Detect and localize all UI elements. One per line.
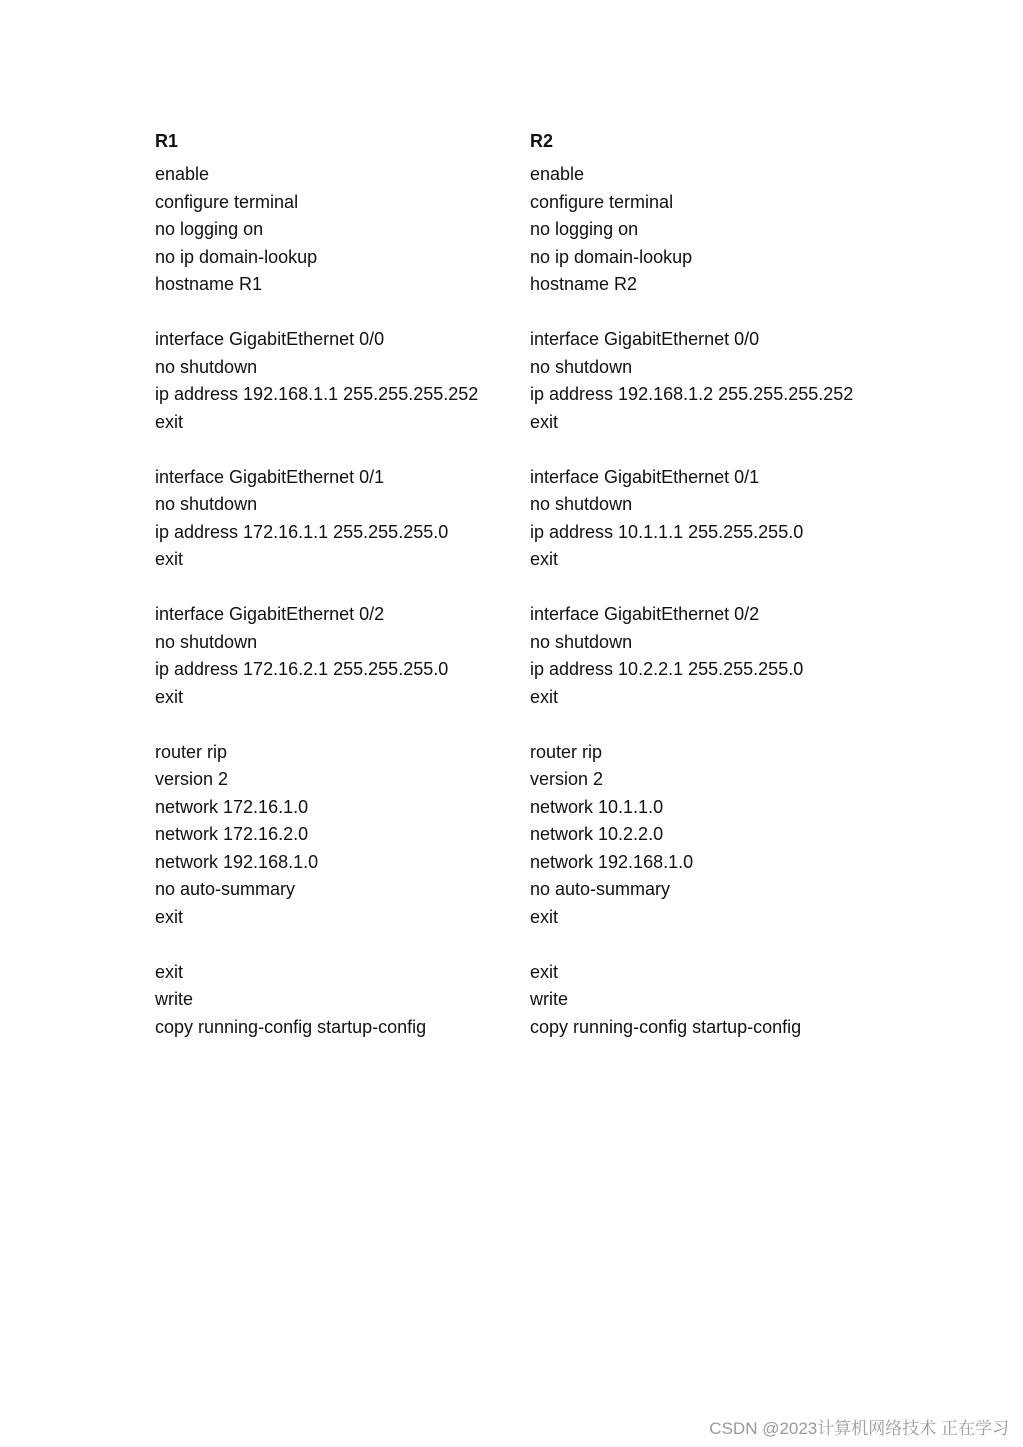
config-line: ip address 172.16.1.1 255.255.255.0: [155, 521, 449, 542]
config-line: configure terminal: [530, 191, 674, 212]
config-line: interface GigabitEthernet 0/1: [155, 466, 385, 487]
config-line: interface GigabitEthernet 0/1: [530, 466, 760, 487]
config-line: ip address 192.168.1.1 255.255.255.252: [155, 384, 479, 404]
config-line: no shutdown: [155, 356, 258, 377]
config-line: enable: [155, 164, 210, 184]
config-line: ip address 10.2.2.1 255.255.255.0: [530, 659, 804, 679]
blank-line: [530, 436, 890, 464]
config-line: exit: [155, 961, 184, 982]
config-line: no logging on: [530, 219, 639, 239]
config-line: network 192.168.1.0: [155, 851, 319, 872]
config-line: exit: [530, 961, 559, 982]
config-line: hostname R1: [155, 274, 263, 294]
config-line: no shutdown: [530, 494, 633, 514]
config-line: configure terminal: [155, 191, 299, 212]
config-line: interface GigabitEthernet 0/0: [155, 329, 385, 349]
config-line: no ip domain-lookup: [155, 246, 318, 267]
r1-config-column: [155, 128, 515, 1041]
config-line: router rip: [530, 741, 603, 762]
config-line: exit: [530, 686, 559, 707]
r2-config-lines: [530, 161, 890, 1041]
config-line: no auto-summary: [155, 879, 296, 899]
blank-line: [155, 436, 515, 464]
blank-line: [155, 931, 515, 959]
config-line: exit: [155, 906, 184, 927]
blank-line: [155, 299, 515, 327]
config-line: exit: [155, 411, 184, 432]
blank-line: [530, 931, 890, 959]
config-line: router rip: [155, 741, 228, 762]
config-line: enable: [530, 164, 585, 184]
r1-config-lines: [155, 161, 515, 1041]
config-line: no shutdown: [530, 356, 633, 377]
config-line: copy running-config startup-config: [530, 1016, 802, 1037]
config-line: no shutdown: [155, 494, 258, 514]
config-line: exit: [530, 549, 559, 569]
config-line: network 172.16.2.0: [155, 824, 309, 844]
config-line: exit: [155, 549, 184, 569]
blank-line: [530, 574, 890, 602]
blank-line: [530, 299, 890, 327]
config-line: write: [155, 989, 194, 1009]
blank-line: [530, 711, 890, 739]
config-line: no shutdown: [530, 631, 633, 652]
config-line: exit: [530, 906, 559, 927]
r2-heading: R2: [530, 131, 554, 151]
config-line: no auto-summary: [530, 879, 671, 899]
config-line: no shutdown: [155, 631, 258, 652]
config-line: hostname R2: [530, 274, 638, 294]
blank-line: [155, 574, 515, 602]
blank-line: [155, 711, 515, 739]
config-line: write: [530, 989, 569, 1009]
config-line: no ip domain-lookup: [530, 246, 693, 267]
config-line: ip address 10.1.1.1 255.255.255.0: [530, 521, 804, 542]
config-line: network 192.168.1.0: [530, 851, 694, 872]
config-line: interface GigabitEthernet 0/2: [530, 604, 760, 624]
config-line: copy running-config startup-config: [155, 1016, 427, 1037]
config-line: network 172.16.1.0: [155, 796, 309, 817]
r2-config-column: [530, 128, 890, 1041]
config-line: interface GigabitEthernet 0/2: [155, 604, 385, 624]
config-line: version 2: [530, 769, 604, 789]
config-line: no logging on: [155, 219, 264, 239]
r1-heading: R1: [155, 131, 179, 151]
config-line: version 2: [155, 769, 229, 789]
csdn-watermark: CSDN @2023计算机网络技术 正在学习: [709, 1419, 1009, 1438]
config-line: network 10.1.1.0: [530, 796, 664, 817]
config-line: exit: [155, 686, 184, 707]
config-line: ip address 172.16.2.1 255.255.255.0: [155, 659, 449, 679]
config-line: exit: [530, 411, 559, 432]
config-line: ip address 192.168.1.2 255.255.255.252: [530, 384, 854, 404]
config-line: network 10.2.2.0: [530, 824, 664, 844]
config-line: interface GigabitEthernet 0/0: [530, 329, 760, 349]
